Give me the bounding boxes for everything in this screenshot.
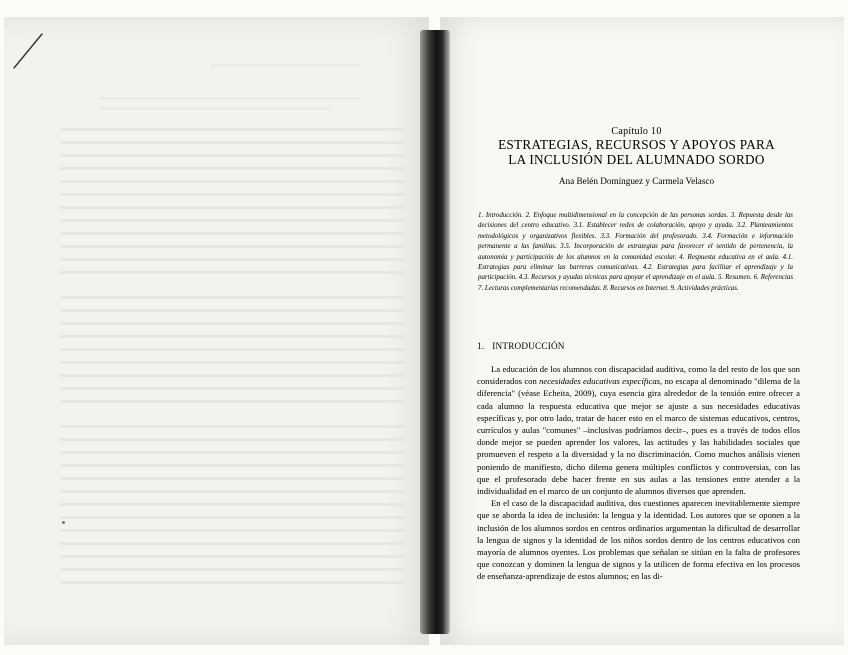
paragraph-text: La educación de los alumnos con discapacidad auditiva, como la del resto de los que son considerados con	[477, 364, 800, 387]
body-text	[477, 363, 800, 583]
chapter-title-line: LA INCLUSIÓN DEL ALUMNADO SORDO	[508, 152, 765, 167]
section-title: INTRODUCCIÓN	[492, 341, 565, 351]
chapter-title	[474, 137, 799, 167]
chapter-title-line: ESTRATEGIAS, RECURSOS Y APOYOS PARA	[498, 137, 775, 152]
chapter-contents-summary: 1. Introducción. 2. Enfoque multidimensional en la concepción de las personas sordas. 3. Repuesta desde las decisiones del centro educativo. 3.1. Establecer redes de colaboración, apoyo y ayuda. 3.2. Planteamientos metodológicos y organizativos flexibles. 3.3. Formación del profesorado. 3.4. Formación e información permanente a las familias. 3.5. Incorporación de estrategias para favorecer el sentido de pertenencia, la autonomía y participación de los alumnos en la comunidad escolar. 4. Respuesta educativa en el aula. 4.1. Estrategias para eliminar las barreras comunicativas. 4.2. Estrategias para facilitar el aprendizaje y la participación. 4.3. Recursos y ayudas técnicas para apoyar el aprendizaje en el aula. 5. Resumen. 6. Referencias 7. Lecturas complementarias recomendadas. 8. Recursos en Internet. 9. Actividades prácticas.	[478, 212, 793, 292]
section-heading	[477, 341, 777, 351]
paragraph-text: , no escapa al denominado "dilema de la diferencia" (véase Echeita, 2009), cuya esencia gira alrededor de la tensión entre ofrecer a cada alumno la respuesta educativa que mejor se ajuste a sus necesidades educativas específicas y, por otro lado, tratar de hacer esto en el marco de sistemas educativos, centros, currículos y aulas "comunes" –inclusivas podríamos decir–, pues es a través de todos ellos donde mejor se pueden aprender los valores, las actitudes y las habilidades sociales que promueven el respeto a la diversidad y la no discriminación. Como muchos análisis vienen poniendo de manifiesto, dicho dilema genera múltiples conflictos y controversias, con las que el profesorado debe hacer frente en sus aulas a las tensiones entre atender a la individualidad en el marco de un conjunto de alumnos diversos que aprenden.	[477, 376, 801, 497]
emphasized-term: necesidades educativas específicas	[539, 376, 661, 387]
chapter-label: Capítulo 10	[611, 126, 662, 137]
left-page-bleed-through	[4, 17, 429, 645]
book-gutter	[420, 30, 450, 634]
chapter-authors: Ana Belén Domínguez y Carmela Velasco	[558, 176, 715, 186]
section-number: 1.	[477, 341, 485, 351]
pen-stroke-mark	[12, 30, 44, 70]
paragraph	[477, 363, 800, 497]
paragraph: En el caso de la discapacidad auditiva, dos cuestiones aparecen inevitablemente siempre que se aborda la idea de inclusión: la lengua y la identidad. Los autores que se oponen a la inclusión de los alumnos sordos en centros ordinarios argumentan la dificultad de desarrollar la lengua de signos y la identidad de los niños sordos dentro de los centros educativos con mayoría de alumnos oyentes. Los problemas que señalan se sitúan en la falta de profesores que conozcan y dominen la lengua de signos y la utilicen de forma efectiva en los procesos de enseñanza-aprendizaje de estos alumnos; en las di-	[477, 498, 800, 582]
speck-mark	[62, 521, 65, 524]
